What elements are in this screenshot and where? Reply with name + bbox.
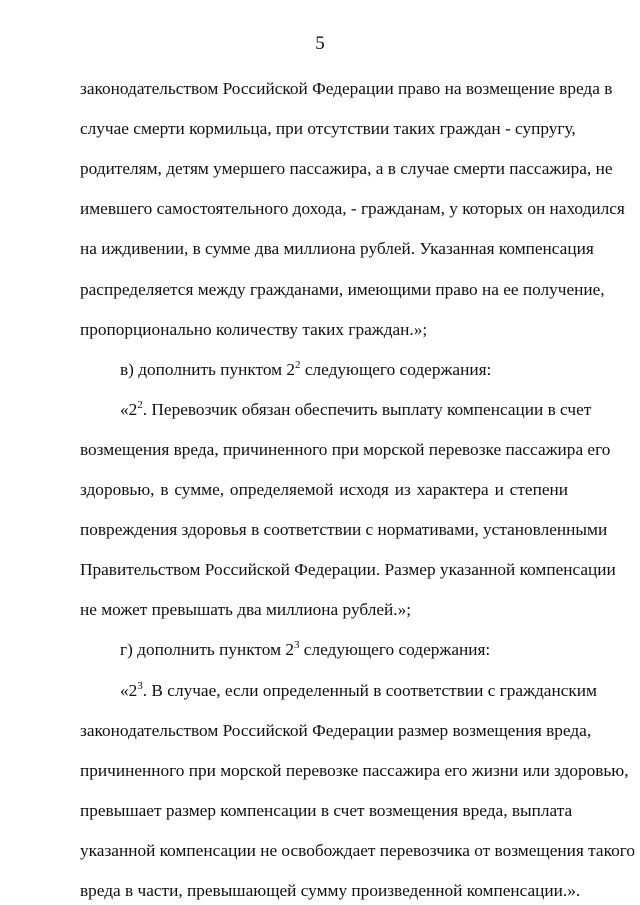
page-number: 5 — [315, 33, 325, 54]
point-23-text: . В случае, если определенный в соответствии с гражданским — [142, 680, 597, 700]
paragraph-line: законодательством Российской Федерации размер возмещения вреда, — [80, 720, 592, 740]
point-23-first-line — [120, 679, 597, 702]
item-v-text: в) дополнить пунктом 2 — [120, 359, 296, 379]
paragraph-line: указанной компенсации не освобождает перевозчика от возмещения такого — [80, 840, 636, 860]
paragraph-line: пропорционально количеству таких граждан.»; — [80, 319, 428, 339]
paragraph-line: имевшего самостоятельного дохода, - гражданам, у которых он находился — [80, 199, 625, 219]
paragraph-line: на иждивении, в сумме два миллиона рублей. Указанная компенсация — [80, 239, 594, 259]
superscript: 2 — [137, 398, 143, 411]
paragraph-line: повреждения здоровья в соответствии с нормативами, установленными — [80, 520, 608, 540]
item-v-line — [120, 359, 568, 381]
paragraph-line: Правительством Российской Федерации. Размер указанной компенсации — [80, 560, 616, 580]
paragraph-line: причиненного при морской перевозке пассажира его жизни или здоровью, — [80, 760, 629, 780]
item-g-line — [120, 639, 568, 661]
point-22-text: . Перевозчик обязан обеспечить выплату компенсации в счет — [142, 399, 592, 419]
paragraph-line: превышает размер компенсации в счет возмещения вреда, выплата — [80, 800, 573, 820]
point-22-open: «2 — [120, 399, 138, 419]
paragraph-line: возмещения вреда, причиненного при морской перевозке пассажира его — [80, 439, 611, 459]
superscript: 2 — [295, 358, 301, 371]
point-23-open: «2 — [120, 680, 138, 700]
superscript: 3 — [293, 639, 300, 652]
paragraph-line: не может превышать два миллиона рублей.»; — [80, 600, 412, 620]
item-v-text-end: следующего содержания: — [300, 359, 492, 379]
paragraph-line: здоровью, в сумме, определяемой исходя из характера и степени — [80, 480, 568, 499]
paragraph-line: распределяется между гражданами, имеющими право на ее получение, — [80, 279, 605, 299]
point-22-first-line — [120, 398, 592, 421]
paragraph-line: законодательством Российской Федерации право на возмещение вреда в — [80, 79, 613, 98]
item-g-text-end: следующего содержания: — [299, 640, 491, 660]
paragraph-line: родителям, детям умершего пассажира, а в случае смерти пассажира, не — [80, 159, 613, 179]
superscript: 3 — [137, 679, 143, 692]
paragraph-line: вреда в части, превышающей сумму произведенной компенсации.». — [80, 881, 581, 900]
item-g-text: г) дополнить пунктом 2 — [120, 640, 294, 660]
paragraph-line: случае смерти кормильца, при отсутствии таких граждан - супругу, — [80, 119, 576, 139]
